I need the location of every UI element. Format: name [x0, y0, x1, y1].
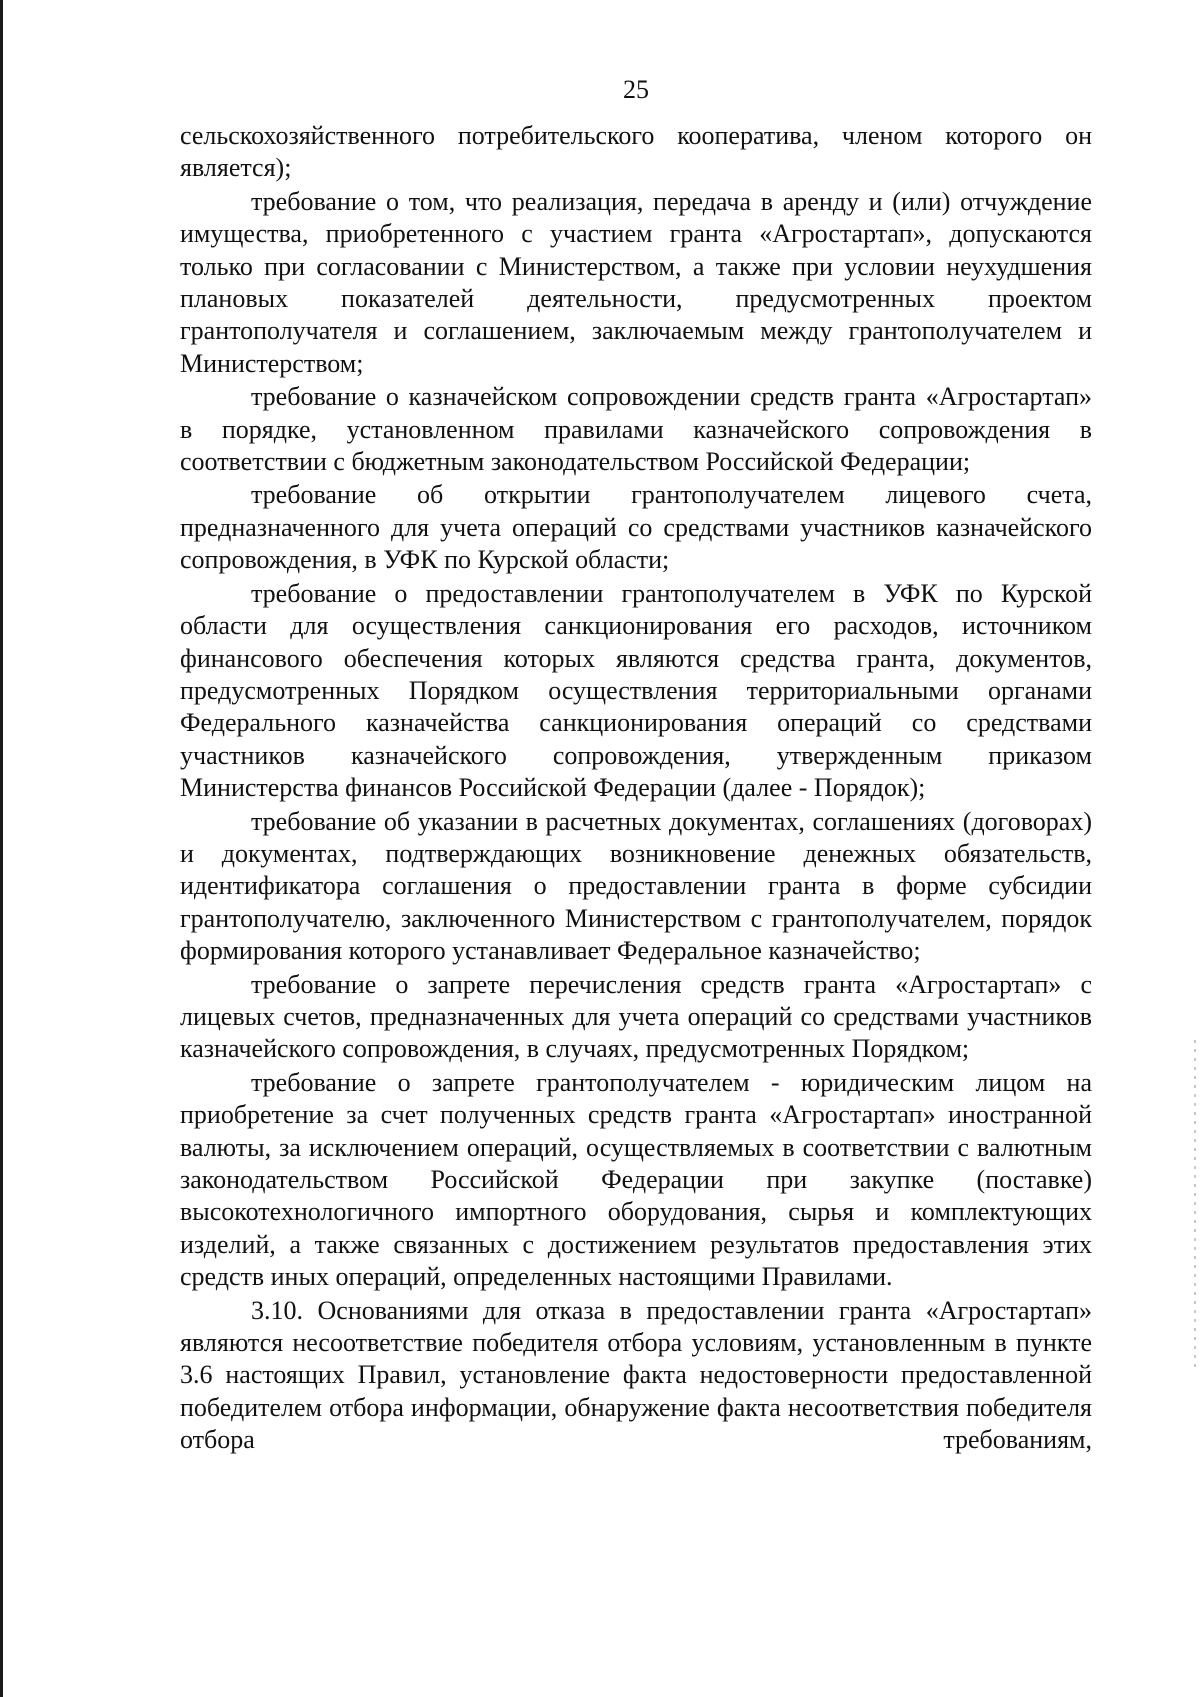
- paragraph-requirement-account: требование об открытии грантополучателем лицевого счета, предназначенного для учета операций со средствами участников казначейского сопровождения, в УФК по Курской области;: [180, 480, 1092, 575]
- paragraph-requirement-documents: требование о предоставлении грантополучателем в УФК по Курской области для осуществления санкционирования его расходов, источником финансового обеспечения которых являются средства гранта, документов, предусмотренных Порядком осуществления территориальными органами Федерального казначейства санкционирования операций со средствами участников казначейского сопровождения, утвержденным приказом Министерства финансов Российской Федерации (далее - Порядок);: [180, 578, 1092, 803]
- page-number: 25: [623, 75, 649, 104]
- scan-right-margin-marks: [1194, 1040, 1196, 1370]
- paragraph-continuation: сельскохозяйственного потребительского кооператива, членом которого он является);: [180, 121, 1092, 183]
- paragraph-requirement-currency-ban: требование о запрете грантополучателем - юридическим лицом на приобретение за счет полученных средств гранта «Агростартап» иностранной валюты, за исключением операций, осуществляемых в соответствии с валютным законодательством Российской Федерации при закупке (поставке) высокотехнологичного импортного оборудования, сырья и комплектующих изделий, а также связанных с достижением результатов предоставления этих средств иных операций, определенных настоящими Правилами.: [180, 1067, 1092, 1292]
- paragraph-requirement-treasury-support: требование о казначейском сопровождении средств гранта «Агростартап» в порядке, установленном правилами казначейского сопровождения в соответствии с бюджетным законодательством Российской Федерации;: [180, 382, 1092, 477]
- paragraph-requirement-transfer-ban: требование о запрете перечисления средств гранта «Агростартап» с лицевых счетов, предназначенных для учета операций со средствами участников казначейского сопровождения, в случаях, предусмотренных Порядком;: [180, 969, 1092, 1064]
- scan-left-edge: [0, 0, 3, 1697]
- paragraph-section-3-10: 3.10. Основаниями для отказа в предоставлении гранта «Агростартап» являются несоответствие победителя отбора условиям, установленным в пункте 3.6 настоящих Правил, установление факта недостоверности предоставленной победителем отбора информации, обнаружение факта несоответствия победителя отбора требованиям,: [180, 1295, 1092, 1455]
- paragraph-requirement-property: требование о том, что реализация, передача в аренду и (или) отчуждение имущества, приобретенного с участием гранта «Агростартап», допускаются только при согласовании с Министерством, а также при условии неухудшения плановых показателей деятельности, предусмотренных проектом грантополучателя и соглашением, заключаемым между грантополучателем и Министерством;: [180, 186, 1092, 378]
- document-page: [180, 74, 1092, 1457]
- paragraph-requirement-identifier: требование об указании в расчетных документах, соглашениях (договорах) и документах, подтверждающих возникновение денежных обязательств, идентификатора соглашения о предоставлении гранта в форме субсидии грантополучателю, заключенного Министерством с грантополучателем, порядок формирования которого устанавливает Федеральное казначейство;: [180, 806, 1092, 966]
